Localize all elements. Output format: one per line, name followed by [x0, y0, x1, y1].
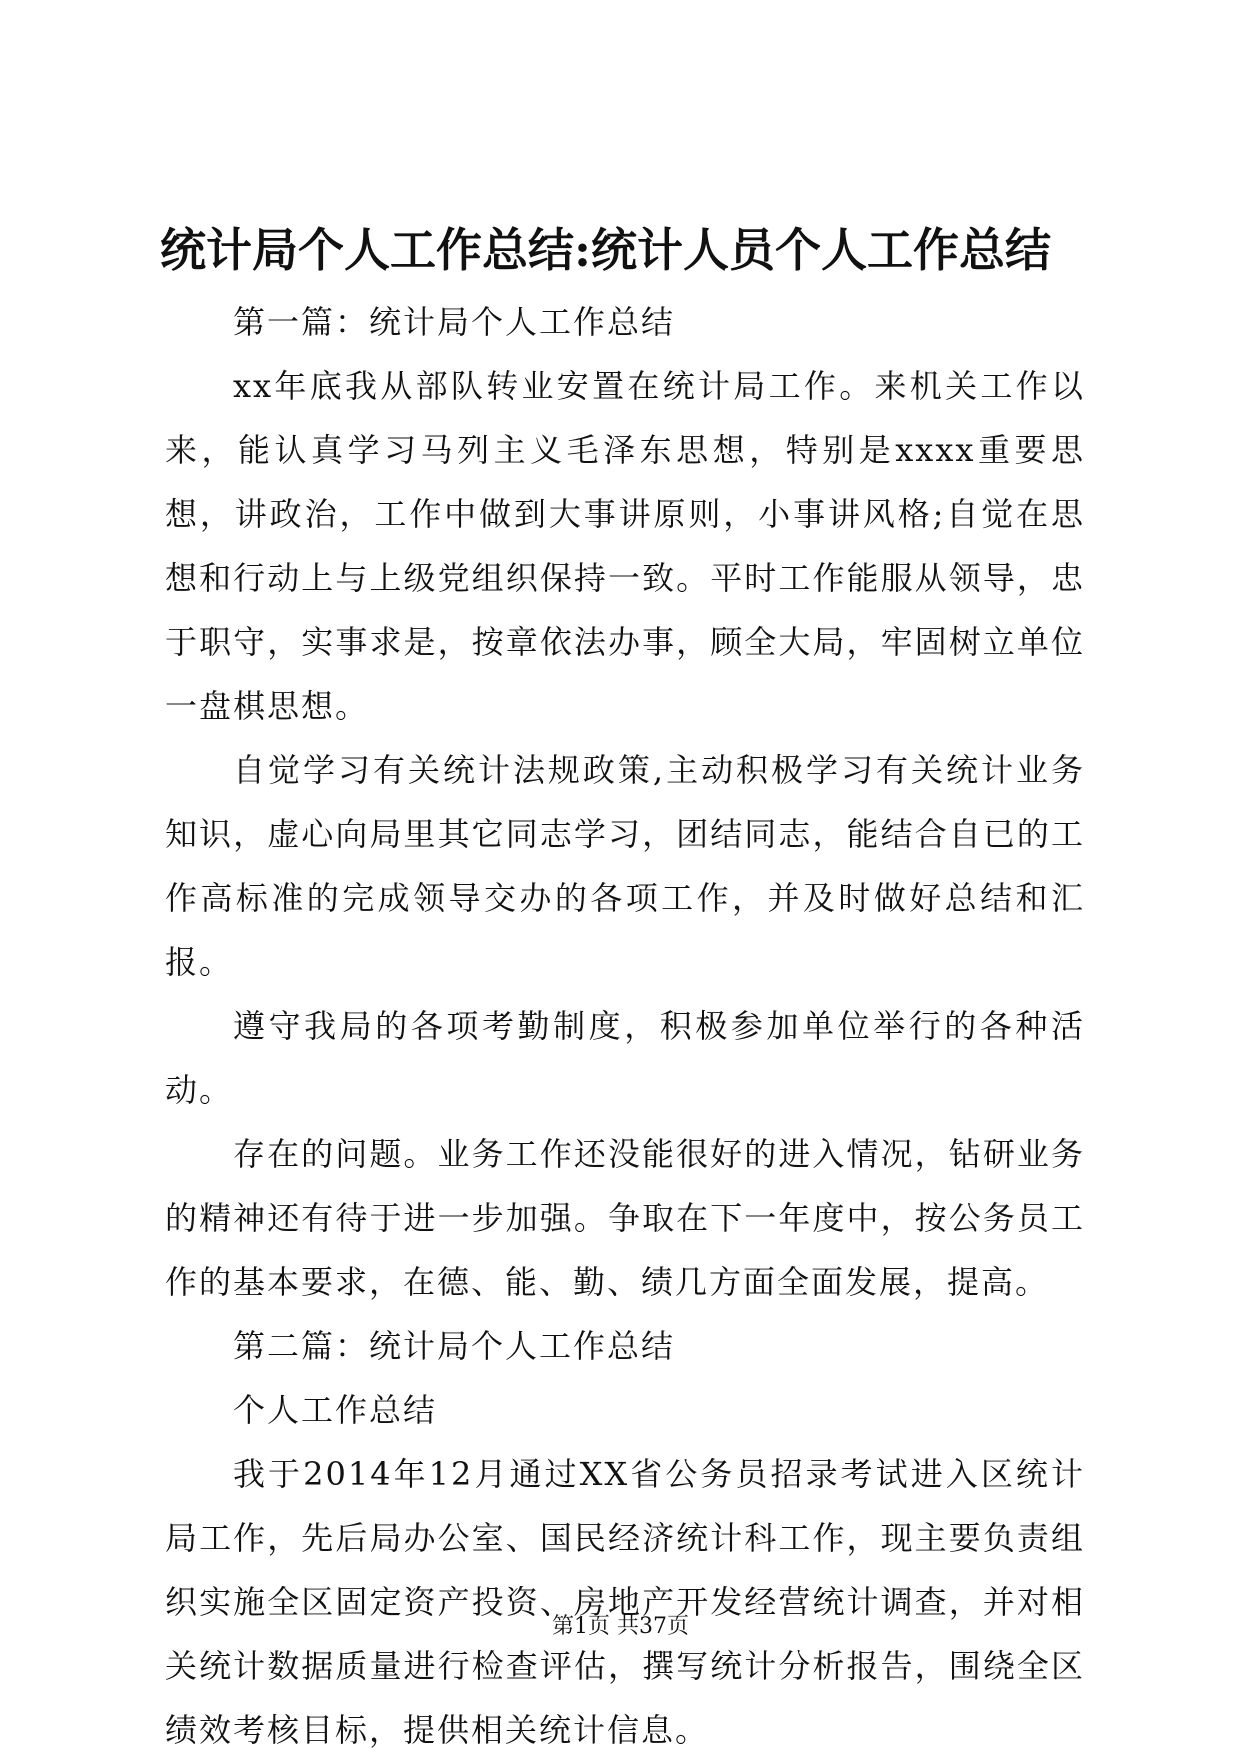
subheading: 个人工作总结	[233, 1391, 438, 1429]
paragraph: xx年底我从部队转业安置在统计局工作。来机关工作以来，能认真学习马列主义毛泽东思想，特别是xxxx重要思想，讲政治，工作中做到大事讲原则，小事讲风格;自觉在思想和行动上与上级党组织保持一致。平时工作能服从领导，忠于职守，实事求是，按章依法办事，顾全大局，牢固树立单位一盘棋思想。	[165, 367, 1085, 725]
paragraph: 遵守我局的各项考勤制度，积极参加单位举行的各种活动。	[165, 1007, 1085, 1109]
document-title: 统计局个人工作总结:统计人员个人工作总结	[160, 223, 1051, 277]
section-heading-2: 第二篇：统计局个人工作总结	[233, 1327, 676, 1365]
section-heading-1: 第一篇：统计局个人工作总结	[233, 303, 676, 341]
paragraph: 自觉学习有关统计法规政策,主动积极学习有关统计业务知识，虚心向局里其它同志学习，团结同志，能结合自已的工作高标准的完成领导交办的各项工作，并及时做好总结和汇报。	[165, 751, 1085, 981]
paragraph: 我于2014年12月通过XX省公务员招录考试进入区统计局工作，先后局办公室、国民经济统计科工作，现主要负责组织实施全区固定资产投资、房地产开发经营统计调查，并对相关统计数据质量进行检查评估，撰写统计分析报告，围绕全区绩效考核目标，提供相关统计信息。	[165, 1455, 1085, 1749]
paragraph: 存在的问题。业务工作还没能很好的进入情况，钻研业务的精神还有待于进一步加强。争取在下一年度中，按公务员工作的基本要求，在德、能、勤、绩几方面全面发展，提高。	[165, 1135, 1085, 1301]
page-footer: 第1页 共37页	[552, 1614, 689, 1639]
document-body	[165, 290, 1085, 1762]
